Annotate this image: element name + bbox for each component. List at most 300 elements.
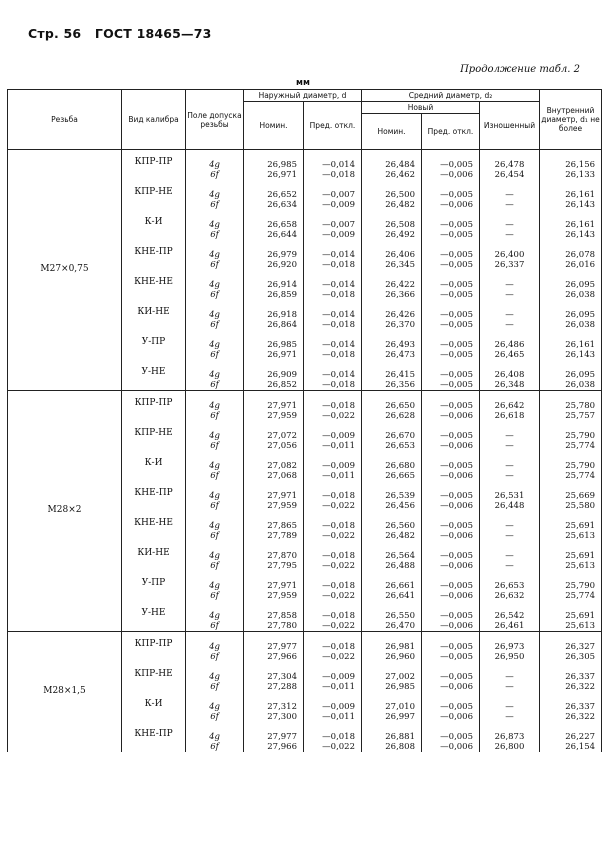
outer-deviation-cell	[304, 511, 362, 541]
tolerance-cell	[186, 180, 244, 210]
mean-deviation-value: —0,005	[440, 379, 473, 390]
tolerance-value: 4g	[209, 461, 220, 471]
mean-nominal-cell	[362, 601, 422, 632]
outer-nominal-value: 27,312	[267, 702, 297, 712]
worn-value: 26,642	[494, 401, 525, 411]
mean-deviation-cell	[422, 150, 480, 181]
tolerance-cell	[186, 511, 244, 541]
tolerance-cell	[186, 632, 244, 663]
outer-nominal-value: 26,979	[267, 250, 297, 260]
mean-nominal-cell	[362, 150, 422, 181]
outer-nominal-value: 26,652	[267, 190, 297, 200]
mean-nominal-cell	[362, 632, 422, 663]
mean-nominal-value: 26,492	[385, 229, 415, 240]
mean-nominal-cell	[362, 180, 422, 210]
outer-nominal-value: 27,977	[267, 642, 297, 652]
mean-nominal-cell	[362, 541, 422, 571]
outer-deviation-value: —0,018	[322, 289, 355, 300]
worn-cell	[480, 451, 540, 481]
gauge-type: КИ-НЕ	[137, 307, 170, 317]
inner-diameter-value: 26,095	[565, 280, 596, 290]
outer-deviation-value: —0,018	[322, 611, 355, 621]
outer-nominal-value: 27,300	[267, 711, 297, 722]
table-row	[8, 632, 602, 663]
outer-deviation-cell	[304, 360, 362, 391]
col-inner-diameter: Внутренний диаметр, d₁ не более	[540, 90, 602, 150]
tolerance-value: 6f	[210, 169, 219, 180]
worn-value: 26,531	[494, 491, 525, 501]
inner-diameter-value: 26,161	[565, 190, 596, 200]
mean-deviation-value: —0,006	[440, 440, 473, 451]
mean-deviation-cell	[422, 391, 480, 422]
mean-nominal-value: 26,484	[385, 160, 415, 170]
worn-value: 26,400	[494, 250, 525, 260]
outer-nominal-value: 27,959	[267, 590, 297, 601]
mean-deviation-cell	[422, 210, 480, 240]
outer-nominal-value: 26,658	[267, 220, 297, 230]
outer-nominal-value: 27,959	[267, 500, 297, 511]
gauge-type: КНЕ-НЕ	[134, 277, 173, 287]
worn-cell	[480, 330, 540, 360]
inner-diameter-value: 26,143	[565, 349, 596, 360]
worn-value: —	[505, 440, 514, 451]
gauge-type: КНЕ-ПР	[134, 488, 173, 498]
inner-diameter-cell	[540, 511, 602, 541]
mean-deviation-value: —0,005	[440, 732, 473, 742]
tolerance-value: 6f	[210, 259, 219, 270]
tolerance-value: 4g	[209, 280, 220, 290]
gauge-type-cell	[122, 481, 186, 511]
worn-value: 26,408	[494, 370, 525, 380]
mean-deviation-value: —0,006	[440, 500, 473, 511]
inner-diameter-value: 26,078	[565, 250, 596, 260]
outer-nominal-value: 26,985	[267, 160, 297, 170]
outer-nominal-value: 26,909	[267, 370, 297, 380]
tolerance-cell	[186, 481, 244, 511]
tolerance-cell	[186, 662, 244, 692]
col-mean-deviation: Пред. откл.	[422, 114, 480, 150]
gauge-type-cell	[122, 601, 186, 632]
inner-diameter-cell	[540, 240, 602, 270]
tolerance-cell	[186, 692, 244, 722]
worn-value: —	[505, 229, 514, 240]
mean-nominal-value: 26,960	[385, 651, 415, 662]
outer-nominal-cell	[244, 360, 304, 391]
worn-value: —	[505, 280, 514, 290]
inner-diameter-value: 25,580	[565, 500, 596, 511]
outer-deviation-value: —0,018	[322, 581, 355, 591]
mean-nominal-cell	[362, 270, 422, 300]
mean-deviation-cell	[422, 722, 480, 752]
outer-deviation-cell	[304, 150, 362, 181]
worn-value: —	[505, 521, 514, 531]
worn-cell	[480, 210, 540, 240]
mean-nominal-value: 26,539	[385, 491, 415, 501]
outer-nominal-value: 27,056	[267, 440, 297, 451]
outer-deviation-cell	[304, 210, 362, 240]
mean-nominal-value: 27,002	[385, 672, 415, 682]
worn-value: —	[505, 672, 514, 682]
mean-deviation-value: —0,005	[440, 280, 473, 290]
tolerance-value: 4g	[209, 581, 220, 591]
outer-nominal-cell	[244, 692, 304, 722]
tolerance-value: 4g	[209, 732, 220, 742]
mean-deviation-value: —0,006	[440, 169, 473, 180]
worn-value: 26,448	[494, 500, 525, 511]
outer-nominal-value: 27,971	[267, 491, 297, 501]
mean-deviation-value: —0,006	[440, 681, 473, 692]
mean-deviation-value: —0,005	[440, 461, 473, 471]
inner-diameter-value: 26,095	[565, 370, 596, 380]
gauge-type-cell	[122, 421, 186, 451]
worn-value: 26,486	[494, 340, 525, 350]
outer-deviation-value: —0,018	[322, 259, 355, 270]
worn-value: 26,478	[494, 160, 525, 170]
mean-deviation-value: —0,005	[440, 160, 473, 170]
mean-nominal-cell	[362, 571, 422, 601]
mean-nominal-value: 26,628	[385, 410, 415, 421]
thread-gauge-table	[7, 89, 602, 752]
gauge-type-cell	[122, 180, 186, 210]
outer-deviation-value: —0,009	[322, 229, 355, 240]
gauge-type-cell	[122, 632, 186, 663]
outer-nominal-value: 27,971	[267, 581, 297, 591]
tolerance-cell	[186, 541, 244, 571]
tolerance-cell	[186, 210, 244, 240]
outer-nominal-cell	[244, 632, 304, 663]
mean-deviation-value: —0,005	[440, 551, 473, 561]
mean-nominal-value: 26,985	[385, 681, 415, 692]
outer-deviation-cell	[304, 541, 362, 571]
tolerance-value: 6f	[210, 560, 219, 571]
mean-deviation-value: —0,005	[440, 319, 473, 330]
inner-diameter-value: 26,016	[565, 259, 596, 270]
mean-nominal-value: 26,482	[385, 199, 415, 210]
standard-code: ГОСТ 18465—73	[94, 26, 212, 41]
outer-deviation-value: —0,007	[322, 220, 355, 230]
mean-deviation-value: —0,006	[440, 199, 473, 210]
tolerance-value: 6f	[210, 741, 219, 752]
inner-diameter-value: 25,790	[565, 581, 596, 591]
outer-nominal-cell	[244, 330, 304, 360]
mean-nominal-value: 27,010	[385, 702, 415, 712]
worn-value: 26,950	[494, 651, 525, 662]
inner-diameter-value: 25,691	[565, 551, 596, 561]
worn-cell	[480, 150, 540, 181]
tolerance-value: 4g	[209, 551, 220, 561]
gauge-type-cell	[122, 270, 186, 300]
tolerance-value: 4g	[209, 190, 220, 200]
outer-nominal-value: 27,304	[267, 672, 297, 682]
outer-deviation-cell	[304, 601, 362, 632]
outer-deviation-value: —0,018	[322, 732, 355, 742]
mean-deviation-value: —0,005	[440, 340, 473, 350]
outer-nominal-cell	[244, 150, 304, 181]
mean-deviation-value: —0,005	[440, 642, 473, 652]
mean-deviation-value: —0,005	[440, 611, 473, 621]
tolerance-cell	[186, 601, 244, 632]
worn-value: —	[505, 319, 514, 330]
inner-diameter-cell	[540, 541, 602, 571]
mean-nominal-value: 26,345	[385, 259, 415, 270]
mean-deviation-cell	[422, 601, 480, 632]
worn-value: —	[505, 431, 514, 441]
worn-value: —	[505, 310, 514, 320]
worn-cell	[480, 360, 540, 391]
worn-cell	[480, 421, 540, 451]
mean-nominal-value: 26,564	[385, 551, 415, 561]
worn-cell	[480, 722, 540, 752]
gauge-type: КПР-НЕ	[134, 669, 173, 679]
tolerance-cell	[186, 722, 244, 752]
mean-deviation-value: —0,006	[440, 560, 473, 571]
mean-nominal-value: 26,550	[385, 611, 415, 621]
tolerance-value: 6f	[210, 470, 219, 481]
inner-diameter-value: 26,322	[565, 711, 596, 722]
mean-deviation-value: —0,005	[440, 349, 473, 360]
inner-diameter-value: 25,669	[565, 491, 596, 501]
mean-nominal-cell	[362, 391, 422, 422]
gauge-type: К-И	[144, 217, 163, 227]
mean-nominal-cell	[362, 210, 422, 240]
mean-nominal-value: 26,670	[385, 431, 415, 441]
inner-diameter-cell	[540, 270, 602, 300]
gauge-type: КПР-ПР	[134, 398, 173, 408]
worn-cell	[480, 541, 540, 571]
outer-deviation-value: —0,011	[322, 711, 355, 722]
mean-deviation-value: —0,005	[440, 401, 473, 411]
tolerance-value: 6f	[210, 410, 219, 421]
worn-value: 26,465	[494, 349, 525, 360]
inner-diameter-value: 25,790	[565, 431, 596, 441]
mean-nominal-cell	[362, 360, 422, 391]
tolerance-value: 6f	[210, 530, 219, 541]
tolerance-value: 6f	[210, 229, 219, 240]
outer-deviation-value: —0,018	[322, 349, 355, 360]
inner-diameter-cell	[540, 662, 602, 692]
mean-deviation-value: —0,005	[440, 370, 473, 380]
mean-nominal-value: 26,881	[385, 732, 415, 742]
gauge-type-cell	[122, 722, 186, 752]
mean-deviation-value: —0,005	[440, 310, 473, 320]
gauge-type: У-НЕ	[141, 608, 166, 618]
outer-deviation-cell	[304, 270, 362, 300]
mean-nominal-value: 26,456	[385, 500, 415, 511]
worn-value: —	[505, 289, 514, 300]
outer-deviation-value: —0,011	[322, 440, 355, 451]
inner-diameter-value: 26,337	[565, 672, 596, 682]
outer-deviation-value: —0,009	[322, 199, 355, 210]
inner-diameter-value: 26,143	[565, 229, 596, 240]
mean-nominal-cell	[362, 421, 422, 451]
tolerance-value: 6f	[210, 681, 219, 692]
mean-nominal-value: 26,356	[385, 379, 415, 390]
inner-diameter-value: 25,613	[565, 560, 596, 571]
outer-nominal-cell	[244, 451, 304, 481]
outer-nominal-value: 26,634	[267, 199, 297, 210]
worn-value: —	[505, 530, 514, 541]
outer-deviation-value: —0,014	[322, 160, 355, 170]
mean-deviation-value: —0,005	[440, 702, 473, 712]
outer-nominal-cell	[244, 391, 304, 422]
gauge-type-cell	[122, 451, 186, 481]
outer-deviation-cell	[304, 330, 362, 360]
worn-cell	[480, 300, 540, 330]
inner-diameter-value: 25,613	[565, 530, 596, 541]
outer-deviation-value: —0,022	[322, 410, 355, 421]
outer-nominal-value: 27,780	[267, 620, 297, 631]
outer-deviation-cell	[304, 692, 362, 722]
outer-deviation-cell	[304, 481, 362, 511]
outer-deviation-value: —0,022	[322, 560, 355, 571]
inner-diameter-value: 26,038	[565, 379, 596, 390]
inner-diameter-value: 26,133	[565, 169, 596, 180]
tolerance-value: 6f	[210, 651, 219, 662]
inner-diameter-value: 26,161	[565, 220, 596, 230]
mean-nominal-cell	[362, 451, 422, 481]
outer-nominal-cell	[244, 662, 304, 692]
worn-cell	[480, 240, 540, 270]
mean-nominal-value: 26,462	[385, 169, 415, 180]
inner-diameter-cell	[540, 391, 602, 422]
outer-nominal-value: 26,859	[267, 289, 297, 300]
tolerance-value: 4g	[209, 672, 220, 682]
mean-nominal-value: 26,653	[385, 440, 415, 451]
worn-value: —	[505, 551, 514, 561]
inner-diameter-value: 25,691	[565, 611, 596, 621]
worn-value: —	[505, 681, 514, 692]
col-tolerance: Поле допуска резьбы	[186, 90, 244, 150]
tolerance-value: 6f	[210, 289, 219, 300]
tolerance-value: 6f	[210, 379, 219, 390]
outer-nominal-value: 26,864	[267, 319, 297, 330]
mean-nominal-value: 26,488	[385, 560, 415, 571]
mean-deviation-cell	[422, 632, 480, 663]
worn-cell	[480, 692, 540, 722]
outer-nominal-value: 26,914	[267, 280, 297, 290]
mean-deviation-value: —0,005	[440, 491, 473, 501]
outer-nominal-cell	[244, 180, 304, 210]
tolerance-value: 4g	[209, 250, 220, 260]
mean-nominal-value: 26,493	[385, 340, 415, 350]
tolerance-value: 6f	[210, 500, 219, 511]
mean-deviation-cell	[422, 270, 480, 300]
gauge-type: У-ПР	[141, 578, 166, 588]
gauge-type: К-И	[144, 699, 163, 709]
outer-nominal-cell	[244, 481, 304, 511]
mean-nominal-value: 26,560	[385, 521, 415, 531]
col-outer-nominal: Номин.	[244, 102, 304, 150]
outer-deviation-value: —0,018	[322, 379, 355, 390]
outer-nominal-value: 26,918	[267, 310, 297, 320]
gauge-type: КНЕ-ПР	[134, 247, 173, 257]
mean-nominal-cell	[362, 481, 422, 511]
mean-deviation-value: —0,005	[440, 581, 473, 591]
worn-value: 26,800	[494, 741, 525, 752]
mean-deviation-cell	[422, 662, 480, 692]
gauge-type: КПР-НЕ	[134, 187, 173, 197]
inner-diameter-cell	[540, 481, 602, 511]
mean-deviation-value: —0,006	[440, 620, 473, 631]
outer-nominal-value: 27,966	[267, 651, 297, 662]
tolerance-cell	[186, 330, 244, 360]
worn-value: 26,632	[494, 590, 525, 601]
tolerance-value: 6f	[210, 440, 219, 451]
mean-deviation-cell	[422, 571, 480, 601]
gauge-type: КНЕ-ПР	[134, 729, 173, 739]
outer-deviation-value: —0,022	[322, 590, 355, 601]
mean-deviation-value: —0,005	[440, 259, 473, 270]
tolerance-cell	[186, 360, 244, 391]
outer-deviation-value: —0,018	[322, 642, 355, 652]
mean-deviation-cell	[422, 240, 480, 270]
tolerance-cell	[186, 571, 244, 601]
outer-nominal-value: 27,072	[267, 431, 297, 441]
tolerance-value: 6f	[210, 319, 219, 330]
mean-nominal-value: 26,426	[385, 310, 415, 320]
tolerance-cell	[186, 150, 244, 181]
outer-nominal-cell	[244, 722, 304, 752]
worn-value: 26,653	[494, 581, 525, 591]
outer-nominal-cell	[244, 571, 304, 601]
mean-deviation-value: —0,006	[440, 711, 473, 722]
outer-nominal-cell	[244, 541, 304, 571]
col-mean-worn: Изношенный	[480, 102, 540, 150]
tolerance-value: 6f	[210, 349, 219, 360]
inner-diameter-cell	[540, 571, 602, 601]
inner-diameter-value: 26,143	[565, 199, 596, 210]
inner-diameter-value: 26,095	[565, 310, 596, 320]
mean-nominal-cell	[362, 692, 422, 722]
tolerance-value: 6f	[210, 711, 219, 722]
outer-nominal-value: 26,985	[267, 340, 297, 350]
outer-nominal-cell	[244, 210, 304, 240]
gauge-type-cell	[122, 210, 186, 240]
tolerance-value: 4g	[209, 611, 220, 621]
inner-diameter-cell	[540, 330, 602, 360]
inner-diameter-value: 25,780	[565, 401, 596, 411]
worn-cell	[480, 270, 540, 300]
outer-deviation-cell	[304, 451, 362, 481]
mean-nominal-cell	[362, 722, 422, 752]
outer-deviation-value: —0,022	[322, 500, 355, 511]
outer-nominal-cell	[244, 601, 304, 632]
worn-value: 26,873	[494, 732, 525, 742]
mean-deviation-cell	[422, 180, 480, 210]
worn-value: 26,337	[494, 259, 525, 270]
mean-nominal-value: 26,665	[385, 470, 415, 481]
outer-nominal-value: 26,971	[267, 349, 297, 360]
gauge-type-cell	[122, 150, 186, 181]
mean-nominal-cell	[362, 662, 422, 692]
outer-nominal-value: 27,789	[267, 530, 297, 541]
inner-diameter-cell	[540, 451, 602, 481]
outer-nominal-value: 26,644	[267, 229, 297, 240]
worn-value: —	[505, 702, 514, 712]
mean-nominal-value: 26,650	[385, 401, 415, 411]
gauge-type: КНЕ-НЕ	[134, 518, 173, 528]
worn-value: —	[505, 470, 514, 481]
tolerance-value: 4g	[209, 702, 220, 712]
inner-diameter-cell	[540, 692, 602, 722]
outer-nominal-cell	[244, 240, 304, 270]
tolerance-cell	[186, 451, 244, 481]
outer-deviation-value: —0,011	[322, 470, 355, 481]
tolerance-value: 4g	[209, 521, 220, 531]
worn-cell	[480, 601, 540, 632]
mean-nominal-cell	[362, 330, 422, 360]
page-number: Стр. 56	[28, 26, 82, 41]
